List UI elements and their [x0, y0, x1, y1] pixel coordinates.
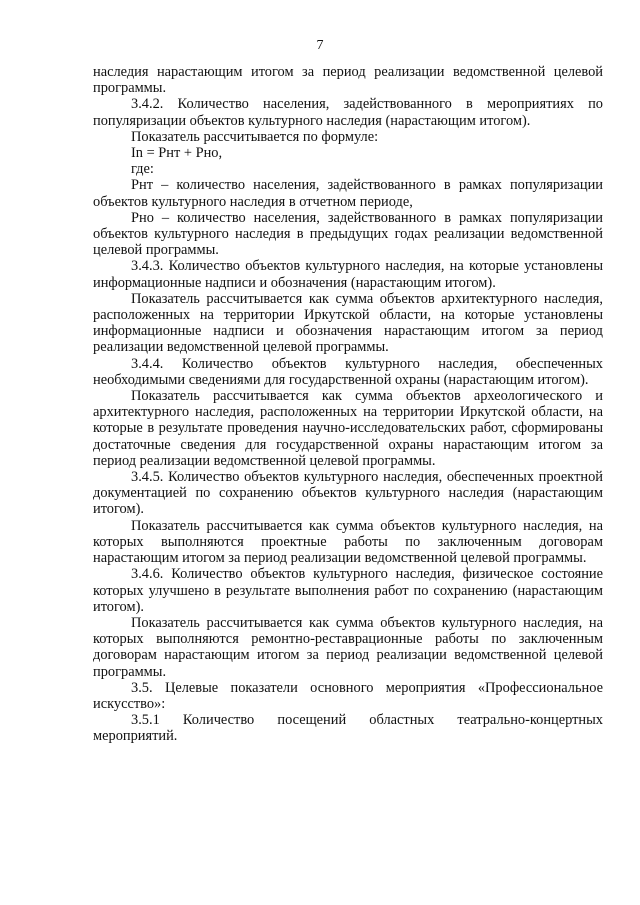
paragraph-3-4-3: 3.4.3. Количество объектов культурного наследия, на которые установлены информационные надписи и обозначения (нарастающим итогом).: [93, 258, 603, 291]
page-number: 7: [316, 38, 324, 53]
paragraph-3-4-5-calc: Показатель рассчитывается как сумма объектов культурного наследия, на которых выполняются проектные работы по заключенным договорам нарастающим итогом за период реализации ведомственной целевой программы.: [93, 517, 603, 567]
paragraph-rno-definition: Рно – количество населения, задействованного в рамках популяризации объектов культурного наследия в предыдущих годах реализации ведомственной целевой программы.: [93, 209, 603, 259]
paragraph-3-4-5: 3.4.5. Количество объектов культурного наследия, обеспеченных проектной документацией по сохранению объектов культурного наследия (нарастающим итогом).: [93, 469, 603, 518]
paragraph-rnt-definition: Рнт – количество населения, задействованного в рамках популяризации объектов культурного наследия в отчетном периоде,: [93, 177, 603, 210]
paragraph-3-4-6-calc: Показатель рассчитывается как сумма объектов культурного наследия, на которых выполняются ремонтно-реставрационные работы по заключенным договорам нарастающим итогом за период реализации ведомственной целевой программы.: [93, 614, 603, 680]
paragraph-continuation: наследия нарастающим итогом за период реализации ведомственной целевой программы.: [93, 64, 603, 97]
paragraph-where: где:: [131, 161, 154, 178]
paragraph-3-4-4-calc: Показатель рассчитывается как сумма объектов археологического и архитектурного наследия, расположенных на территории Иркутской области, на которые в результате проведения научно-исследовательских работ, сформированы достаточные сведения для государственной охраны нарастающим итогом за период реализации ведомственной целевой программы.: [93, 388, 603, 469]
paragraph-formula-intro: Показатель рассчитывается по формуле:: [131, 128, 379, 145]
paragraph-3-4-6: 3.4.6. Количество объектов культурного наследия, физическое состояние которых улучшено в результате выполнения работ по сохранению (нарастающим итогом).: [93, 566, 603, 615]
paragraph-3-5-1: 3.5.1 Количество посещений областных театрально-концертных мероприятий.: [93, 712, 603, 745]
document-body: [93, 64, 603, 745]
formula: In = Pнт + Pно,: [131, 145, 223, 162]
paragraph-3-4-3-calc: Показатель рассчитывается как сумма объектов архитектурного наследия, расположенных на территории Иркутской области, на которые установлены информационные надписи и обозначения нарастающим итогом за период реализации ведомственной целевой программы.: [93, 290, 603, 356]
paragraph-3-4-2: 3.4.2. Количество населения, задействованного в мероприятиях по популяризации объектов культурного наследия (нарастающим итогом).: [93, 96, 603, 129]
paragraph-3-5: 3.5. Целевые показатели основного мероприятия «Профессиональное искусство»:: [93, 679, 603, 712]
paragraph-3-4-4: 3.4.4. Количество объектов культурного наследия, обеспеченных необходимыми сведениями для государственной охраны (нарастающим итогом).: [93, 355, 603, 388]
